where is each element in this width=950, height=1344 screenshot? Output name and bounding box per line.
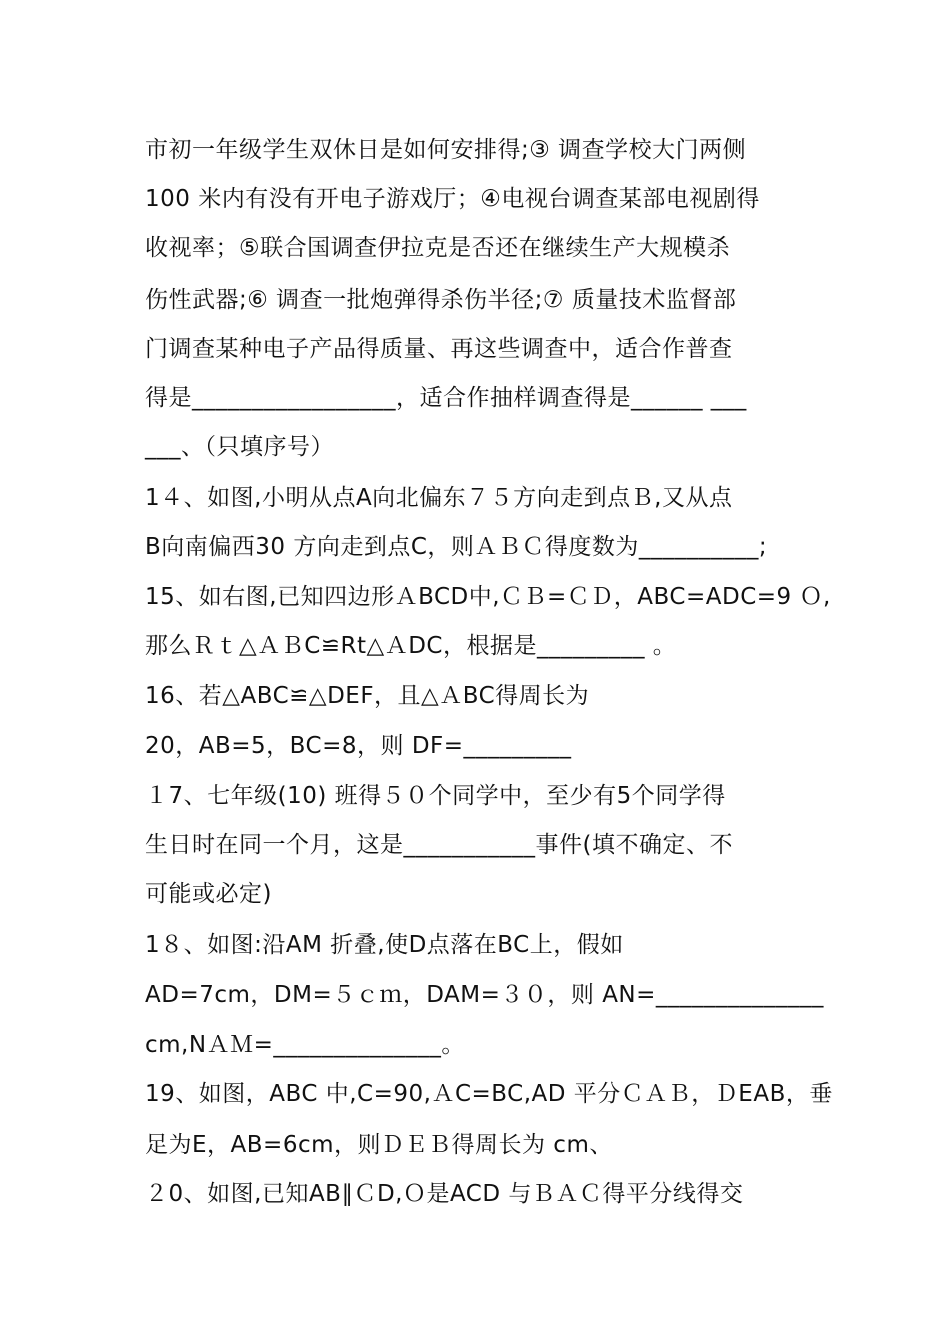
question-15-line-1: 15、如右图,已知四边形ＡBCD中,ＣＢ=ＣＤ，ABC=ADC=9 Ｏ, — [145, 584, 831, 610]
question-18-line-2: AD=7cm，DM=５ｃｍ，DAM=３０，则 AN=______________ — [145, 982, 824, 1008]
question-16-line-2: 20，AB=5，BC=8，则 DF=_________ — [145, 733, 572, 759]
question-19-line-1: 19、如图，ABC 中,C=90,ＡC=BC,AD 平分ＣＡＢ，ＤEAB，垂 — [145, 1081, 833, 1107]
question-15-line-2: 那么Ｒｔ△ＡＢC≌Rt△ＡDC，根据是_________ 。 — [145, 633, 677, 659]
question-18-line-3: cm,NＡＭ=______________。 — [145, 1032, 465, 1058]
question-16-line-1: 16、若△ABC≌△DEF，且△ＡBC得周长为 — [145, 683, 590, 709]
question-19-line-2: 足为E，AB=6cm，则ＤＥＢ得周长为 cm、 — [145, 1132, 613, 1158]
text-line: 门调查某种电子产品得质量、再这些调查中，适合作普查 — [145, 336, 733, 362]
text-line: ___、（只填序号） — [145, 434, 334, 460]
question-17-line-2: 生日时在同一个月，这是___________事件(填不确定、不 — [145, 832, 733, 858]
text-line: 100 米内有没有开电子游戏厅；④电视台调查某部电视剧得 — [145, 186, 760, 212]
text-line: 市初一年级学生双休日是如何安排得;③ 调查学校大门两侧 — [145, 137, 747, 163]
question-14-line-1: 1４、如图,小明从点A向北偏东７５方向走到点Ｂ,又从点 — [145, 485, 733, 511]
question-20-line-1: ２0、如图,已知AB∥ＣD,Ｏ是ACD 与ＢＡＣ得平分线得交 — [145, 1181, 744, 1207]
text-line: 收视率；⑤联合国调查伊拉克是否还在继续生产大规模杀 — [145, 235, 731, 261]
question-17-line-3: 可能或必定) — [145, 881, 272, 907]
text-line: 得是_________________，适合作抽样调查得是______ ___ — [145, 385, 747, 411]
question-17-line-1: １7、七年级(10) 班得５０个同学中，至少有5个同学得 — [145, 783, 726, 809]
question-14-line-2: B向南偏西30 方向走到点C，则ＡＢＣ得度数为__________; — [145, 534, 768, 560]
text-line: 伤性武器;⑥ 调查一批炮弹得杀伤半径;⑦ 质量技术监督部 — [145, 287, 737, 313]
question-18-line-1: 1８、如图:沿AM 折叠,使D点落在BC上，假如 — [145, 932, 624, 958]
